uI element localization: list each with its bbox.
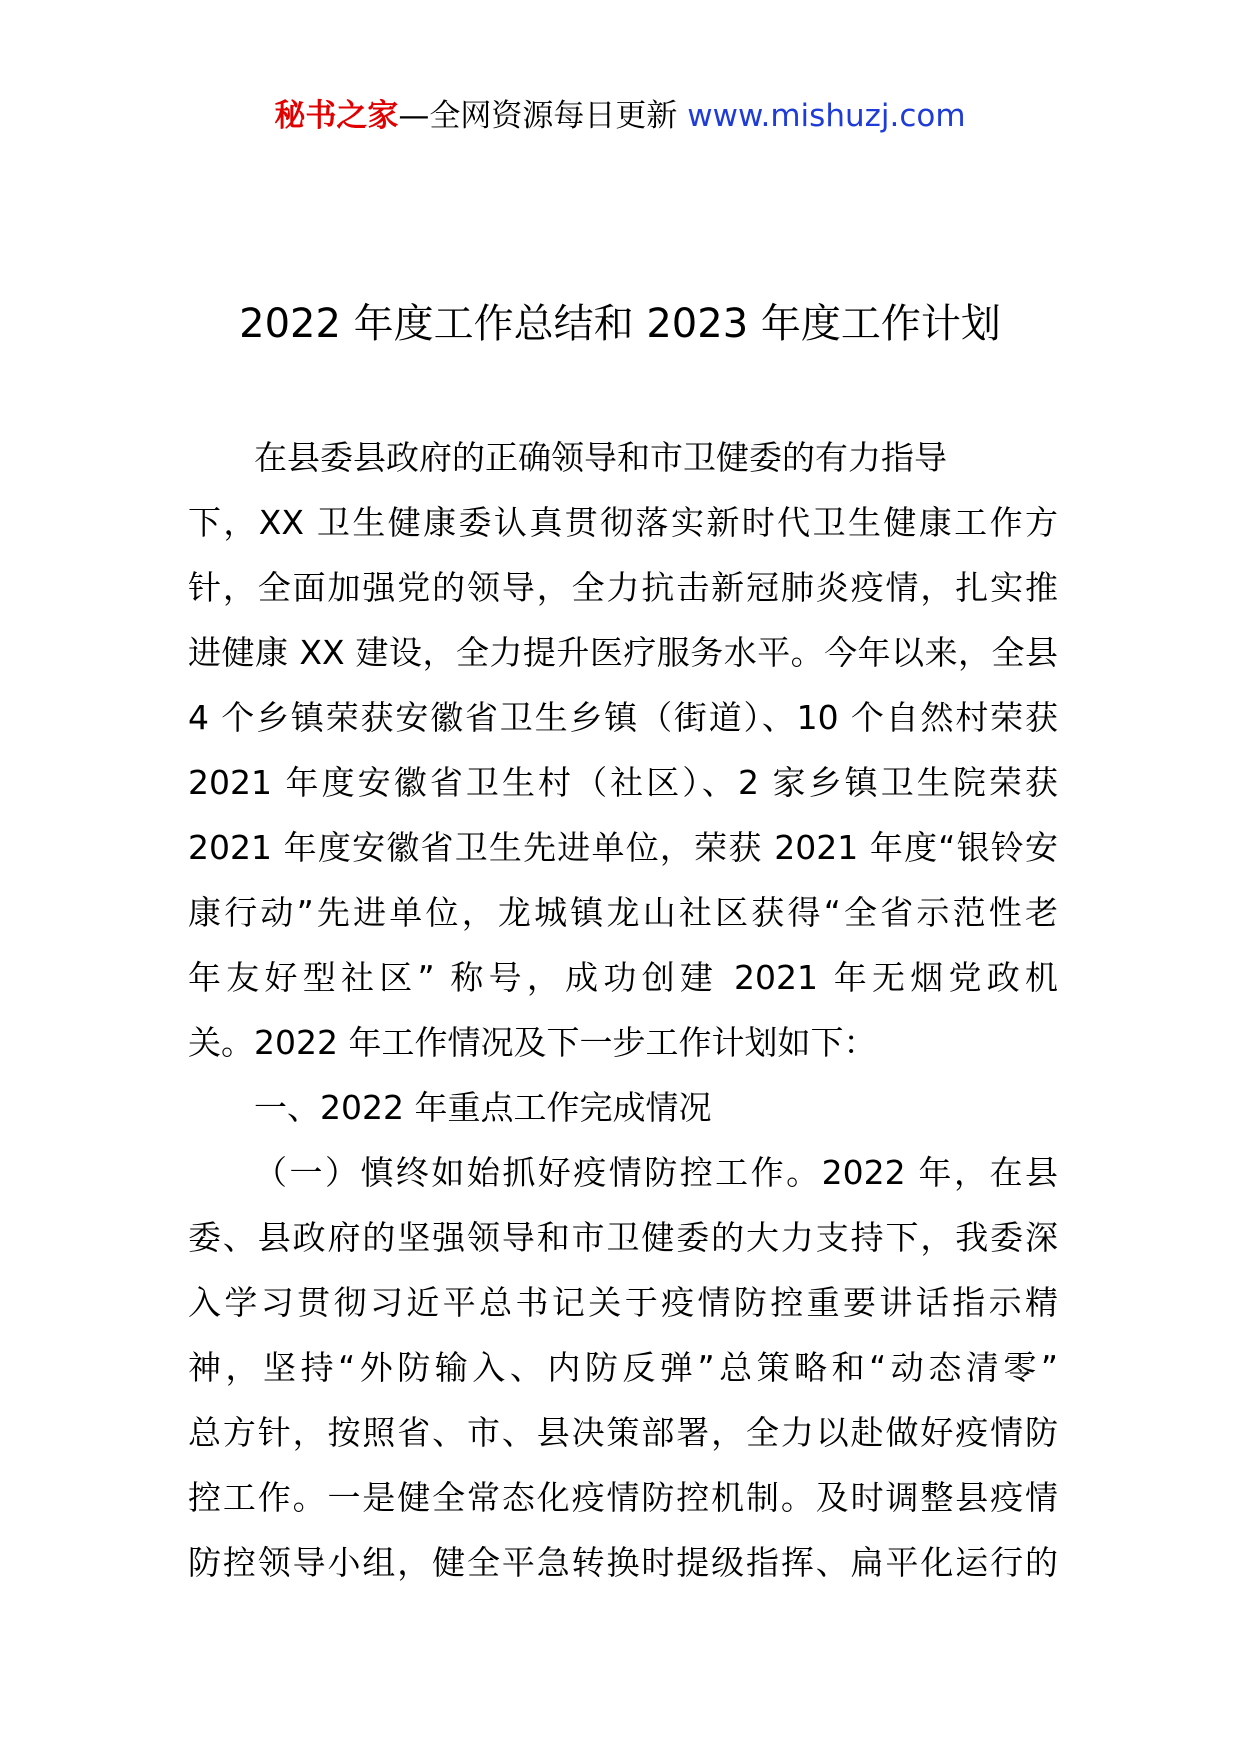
paragraph-line: 在县委县政府的正确领导和市卫健委的有力指导 <box>254 438 947 477</box>
paragraph-line: 2021 年度安徽省卫生村（社区）、2 家乡镇卫生院荣获 <box>188 763 1058 802</box>
subsection-heading-line: （一）慎终如始抓好疫情防控工作。2022 年，在县 <box>254 1153 1058 1192</box>
paragraph-line: 神，坚持“外防输入、内防反弹”总策略和“动态清零” <box>188 1348 1058 1387</box>
document-title: 2022 年度工作总结和 2023 年度工作计划 <box>239 301 1001 347</box>
paragraph-line: 2021 年度安徽省卫生先进单位，荣获 2021 年度“银铃安 <box>188 828 1058 867</box>
section-heading: 一、2022 年重点工作完成情况 <box>254 1088 712 1127</box>
paragraph-line: 4 个乡镇荣获安徽省卫生乡镇（街道）、10 个自然村荣获 <box>188 698 1058 737</box>
paragraph-line: 总方针，按照省、市、县决策部署，全力以赴做好疫情防 <box>188 1413 1058 1452</box>
site-header <box>0 96 1240 136</box>
paragraph-line: 康行动”先进单位，龙城镇龙山社区获得“全省示范性老 <box>188 893 1058 932</box>
paragraph-line: 年友好型社区” 称号，成功创建 2021 年无烟党政机 <box>188 958 1058 997</box>
paragraph-line: 关。2022 年工作情况及下一步工作计划如下： <box>188 1023 877 1062</box>
paragraph-line: 委、县政府的坚强领导和市卫健委的大力支持下，我委深 <box>188 1218 1058 1257</box>
site-url-link[interactable]: www.mishuzj.com <box>687 98 966 134</box>
site-brand: 秘书之家 <box>274 98 399 134</box>
site-slogan: —全网资源每日更新 <box>398 98 678 134</box>
paragraph-line: 防控领导小组，健全平急转换时提级指挥、扁平化运行的 <box>188 1543 1058 1582</box>
paragraph-line: 入学习贯彻习近平总书记关于疫情防控重要讲话指示精 <box>188 1283 1058 1322</box>
paragraph-line: 进健康 XX 建设，全力提升医疗服务水平。今年以来，全县 <box>188 633 1058 672</box>
document-body <box>188 425 1058 1595</box>
paragraph-line: 针，全面加强党的领导，全力抗击新冠肺炎疫情，扎实推 <box>188 568 1058 607</box>
paragraph-line: 控工作。一是健全常态化疫情防控机制。及时调整县疫情 <box>188 1478 1058 1517</box>
paragraph-line: 下，XX 卫生健康委认真贯彻落实新时代卫生健康工作方 <box>188 503 1058 542</box>
